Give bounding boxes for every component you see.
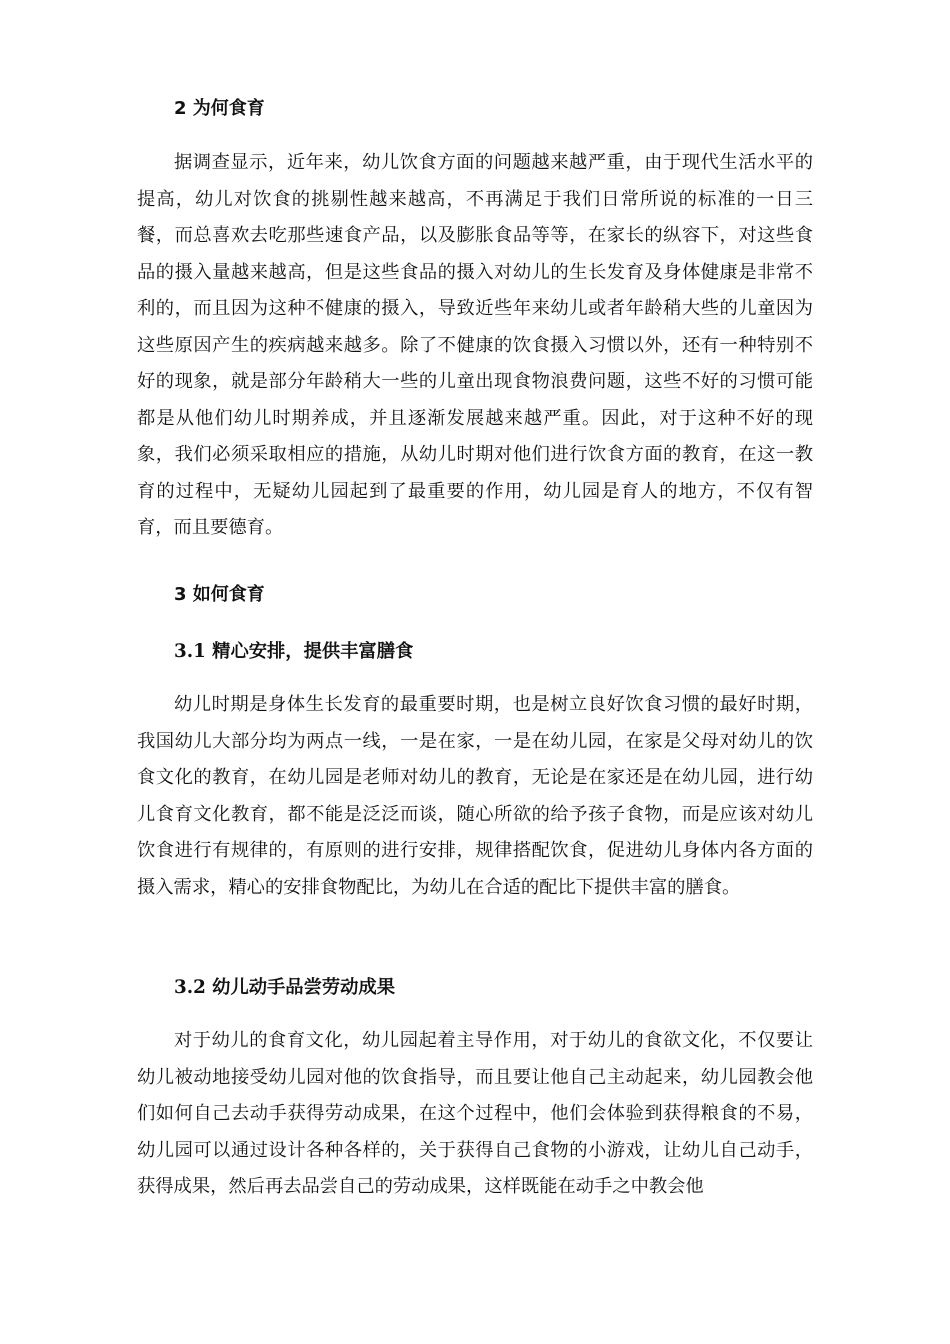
subsection-3-2-paragraph: 对于幼儿的食育文化，幼儿园起着主导作用，对于幼儿的食欲文化，不仅要让幼儿被动地接受幼儿园对他的饮食指导，而且要让他自己主动起来，幼儿园教会他们如何自己去动手获得劳动成果，在这个过程中，他们会体验到获得粮食的不易，幼儿园可以通过设计各种各样的，关于获得自己食物的小游戏，让幼儿自己动手，获得成果，然后再去品尝自己的劳动成果，这样既能在动手之中教会他: [137, 1030, 813, 1197]
subsection-heading-3-2: 3.2 幼儿动手品尝劳动成果: [174, 977, 395, 998]
subsection-heading-3-1: 3.1 精心安排，提供丰富膳食: [174, 641, 414, 662]
section-heading-3: 3 如何食育: [174, 584, 265, 605]
section-heading-2: 2 为何食育: [174, 98, 265, 119]
section-2-paragraph: 据调查显示，近年来，幼儿饮食方面的问题越来越严重，由于现代生活水平的提高，幼儿对饮食的挑剔性越来越高，不再满足于我们日常所说的标准的一日三餐，而总喜欢去吃那些速食产品，以及膨胀食品等等，在家长的纵容下，对这些食品的摄入量越来越高，但是这些食品的摄入对幼儿的生长发育及身体健康是非常不利的，而且因为这种不健康的摄入，导致近些年来幼儿或者年龄稍大些的儿童因为这些原因产生的疾病越来越多。除了不健康的饮食摄入习惯以外，还有一种特别不好的现象，就是部分年龄稍大一些的儿童出现食物浪费问题，这些不好的习惯可能都是从他们幼儿时期养成，并且逐渐发展越来越严重。因此，对于这种不好的现象，我们必须采取相应的措施，从幼儿时期对他们进行饮食方面的教育，在这一教育的过程中，无疑幼儿园起到了最重要的作用，幼儿园是育人的地方，不仅有智育，而且要德育。: [137, 152, 813, 538]
subsection-3-1-paragraph: 幼儿时期是身体生长发育的最重要时期，也是树立良好饮食习惯的最好时期，我国幼儿大部分均为两点一线，一是在家，一是在幼儿园，在家是父母对幼儿的饮食文化的教育，在幼儿园是老师对幼儿的教育，无论是在家还是在幼儿园，进行幼儿食育文化教育，都不能是泛泛而谈，随心所欲的给予孩子食物，而是应该对幼儿饮食进行有规律的，有原则的进行安排，规律搭配饮食，促进幼儿身体内各方面的摄入需求，精心的安排食物配比，为幼儿在合适的配比下提供丰富的膳食。: [137, 694, 813, 898]
